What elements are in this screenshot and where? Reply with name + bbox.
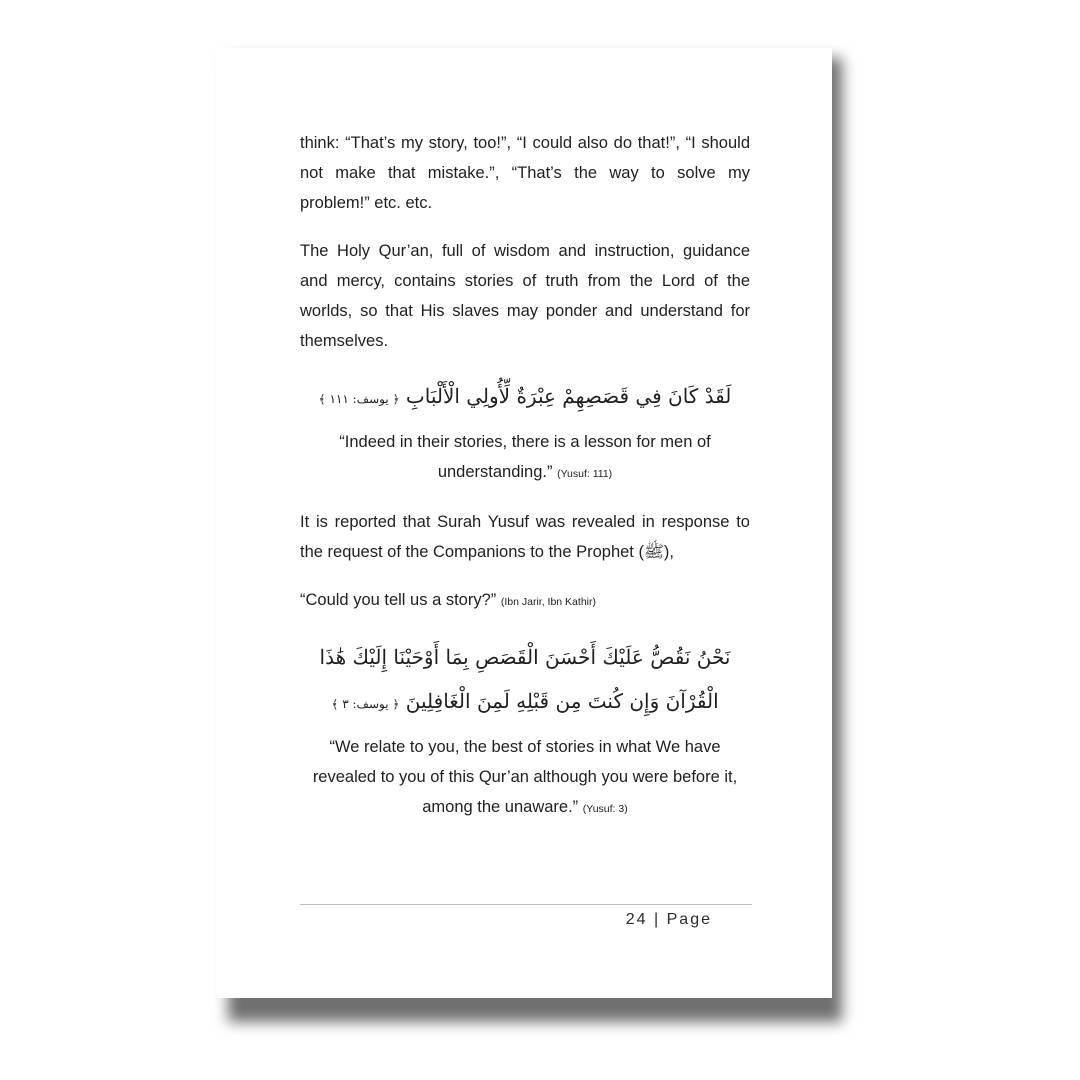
verse-1-citation: (Yusuf: 111) xyxy=(557,468,613,480)
hadith-quote xyxy=(300,585,750,617)
verse-2-translation xyxy=(300,732,750,824)
verse-1-arabic-ref: ﴿ يوسف: ١١١ ﴾ xyxy=(318,392,400,406)
intro-paragraph: think: “That’s my story, too!”, “I could also do that!”, “I should not make that mistake.”, “That’s the way to solve my problem!” etc. etc. xyxy=(300,134,750,212)
page-label: Page xyxy=(666,911,712,928)
verse-2-translation-text: “We relate to you, the best of stories in what We have revealed to you of this Qur’an although you were before it, among the unaware.” xyxy=(312,738,738,816)
verse-2-arabic-ref: ﴿ يوسف: ٣ ﴾ xyxy=(331,697,400,711)
footer-separator: | xyxy=(654,911,661,928)
footer-divider xyxy=(300,904,752,905)
quran-paragraph: The Holy Qur’an, full of wisdom and instruction, guidance and mercy, contains stories of truth from the Lord of the worlds, so that His slaves may ponder and understand for themselves. xyxy=(300,242,750,350)
page-footer xyxy=(300,906,712,934)
verse-2-citation: (Yusuf: 3) xyxy=(582,803,628,815)
hadith-citation: (Ibn Jarir, Ibn Kathir) xyxy=(500,596,596,608)
page-content xyxy=(300,128,750,842)
reported-paragraph: It is reported that Surah Yusuf was revealed in response to the request of the Companions to the Prophet (ﷺ), xyxy=(300,513,750,561)
verse-1-arabic-text: لَقَدْ كَانَ فِي قَصَصِهِمْ عِبْرَةٌ لِّأُولِي الْأَلْبَابِ xyxy=(405,384,732,408)
hadith-text: “Could you tell us a story?” xyxy=(300,591,497,609)
verse-1-arabic xyxy=(300,374,750,421)
verse-1-translation xyxy=(300,427,750,489)
book-page xyxy=(216,48,832,998)
verse-2-arabic-text: نَحْنُ نَقُصُّ عَلَيْكَ أَحْسَنَ الْقَصَصِ بِمَا أَوْحَيْنَا إِلَيْكَ هَٰذَا الْقُرْآنَ وَإِن كُنتَ مِن قَبْلِهِ لَمِنَ الْغَافِلِينَ xyxy=(319,645,731,713)
verse-1-translation-text: “Indeed in their stories, there is a lesson for men of understanding.” xyxy=(339,433,711,481)
page-number: 24 xyxy=(625,911,648,928)
verse-2-arabic xyxy=(300,635,750,726)
